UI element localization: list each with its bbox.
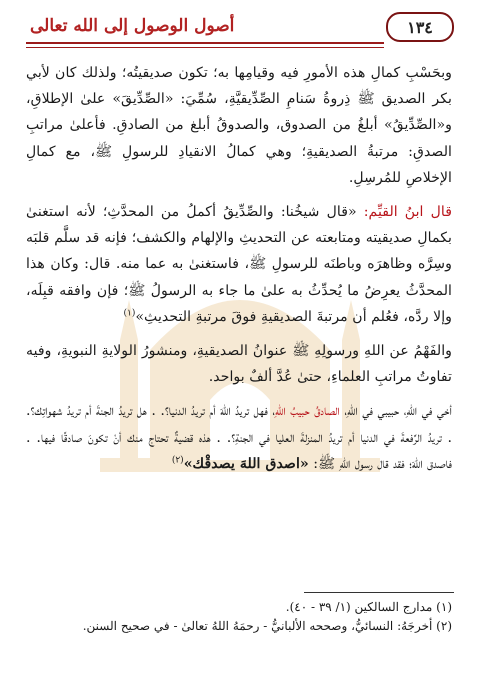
page-number: ١٣٤ [386, 12, 454, 42]
paragraph-3-text: والفَهْمُ عن اللهِ ورسولِهِ ﷺ عنوانُ الصديقيةِ، ومنشورُ الولايةِ النبويةِ، وفيه تفاوتُ مراتبِ العلماءِ، حتىٰ عُدَّ ألفٌ بواحد. [26, 343, 452, 386]
paragraph-1 [26, 60, 452, 191]
paragraph-4 [26, 398, 452, 477]
footnote-divider [304, 592, 454, 593]
paragraph-1-text: وبحَسْبِ كمالِ هذه الأمورِ فيه وقيامِها به؛ تكون صديقيتُه؛ ولذلك كان لأبي بكر الصديق ﷺ ذِروةُ سَنامِ الصِّدِّيقيَّةِ، سُمِّيَ: «الصِّدِّيقَ» علىٰ الإطلاقِ، و«الصِّدِّيقُ» أبلغُ من الصدوق، والصدوقُ أبلغ من الصادقِ. فأعلىٰ مراتبِ الصدقِ: مرتبةُ الصديقيةِ؛ وهي كمالُ الانقيادِ للرسولِ ﷺ، مع كمالِ الإخلاصِ للمُرسِلِ. [26, 65, 452, 186]
highlighted-phrase: الصادقُ حبيبُ اللهِ [275, 403, 340, 420]
running-title: أصول الوصول إلى الله تعالى [30, 16, 235, 36]
paragraph-2 [26, 199, 452, 330]
hadith-quote: «اصدق اللهَ يصدقْك» [183, 455, 309, 472]
footnote-ref-2[interactable]: (٢) [171, 455, 184, 466]
paragraph-3 [26, 338, 452, 390]
paragraph-2-text: «قال شيخُنا: والصِّدِّيقُ أكملُ من المحدَّثِ؛ لأنه استغنىٰ بكمالِ صديقيته ومتابعته عن التحديثِ والإلهام والكشف؛ فإنه قد سلَّم قلبَه وسِرَّه وظاهرَه وباطنَه للرسولِ ﷺ، فاستغنىٰ به عما منه. قال: وكان هذا المحدَّثُ يعرِضُ ما يُحدِّثُ به علىٰ ما جاء به الرسولُ ﷺ؛ فإن وافقه قبِلَه، وإلا ردَّه، فعُلم أن مرتبةَ الصديقيةِ فوقَ مرتبةِ التحديثِ» [26, 204, 452, 325]
header-rule [26, 42, 384, 44]
paragraph-4-pre: أخي في اللهِ، حبيبي في اللهِ، [339, 403, 452, 420]
body-text [26, 60, 452, 481]
footnote-ref-1[interactable]: (١) [123, 308, 136, 319]
header-rule-thin [26, 47, 384, 48]
page-header [26, 10, 454, 50]
footnote-1: (١) مدارج السالكين (١/ ٣٩ - ٤٠). [285, 600, 452, 614]
quote-lead: قال ابنُ القيِّم: [363, 204, 452, 221]
paragraph-4-mid: ، فهل تريدُ اللهَ أم تريدُ الدنيا؟. . هل تريدُ الجنةَ أم تريدُ شهواتِك؟. . تريدُ الرِّفعةَ في الدنيا أم تريدُ المنزلةَ العليا في الجنةِ؟. . هذه قضيةٌ تحتاج منك أنْ تكونَ صادقًا فيها. . فاصدق اللهَ؛ فقد قال رسول اللهِ ﷺ: [25, 403, 452, 472]
footnotes [26, 598, 452, 636]
footnote-2: (٢) أخرجَهُ: النسائيُّ، وصححه الألبانيُّ - رحمَهُ اللهُ تعالىٰ - في صحيح السنن. [82, 619, 452, 633]
